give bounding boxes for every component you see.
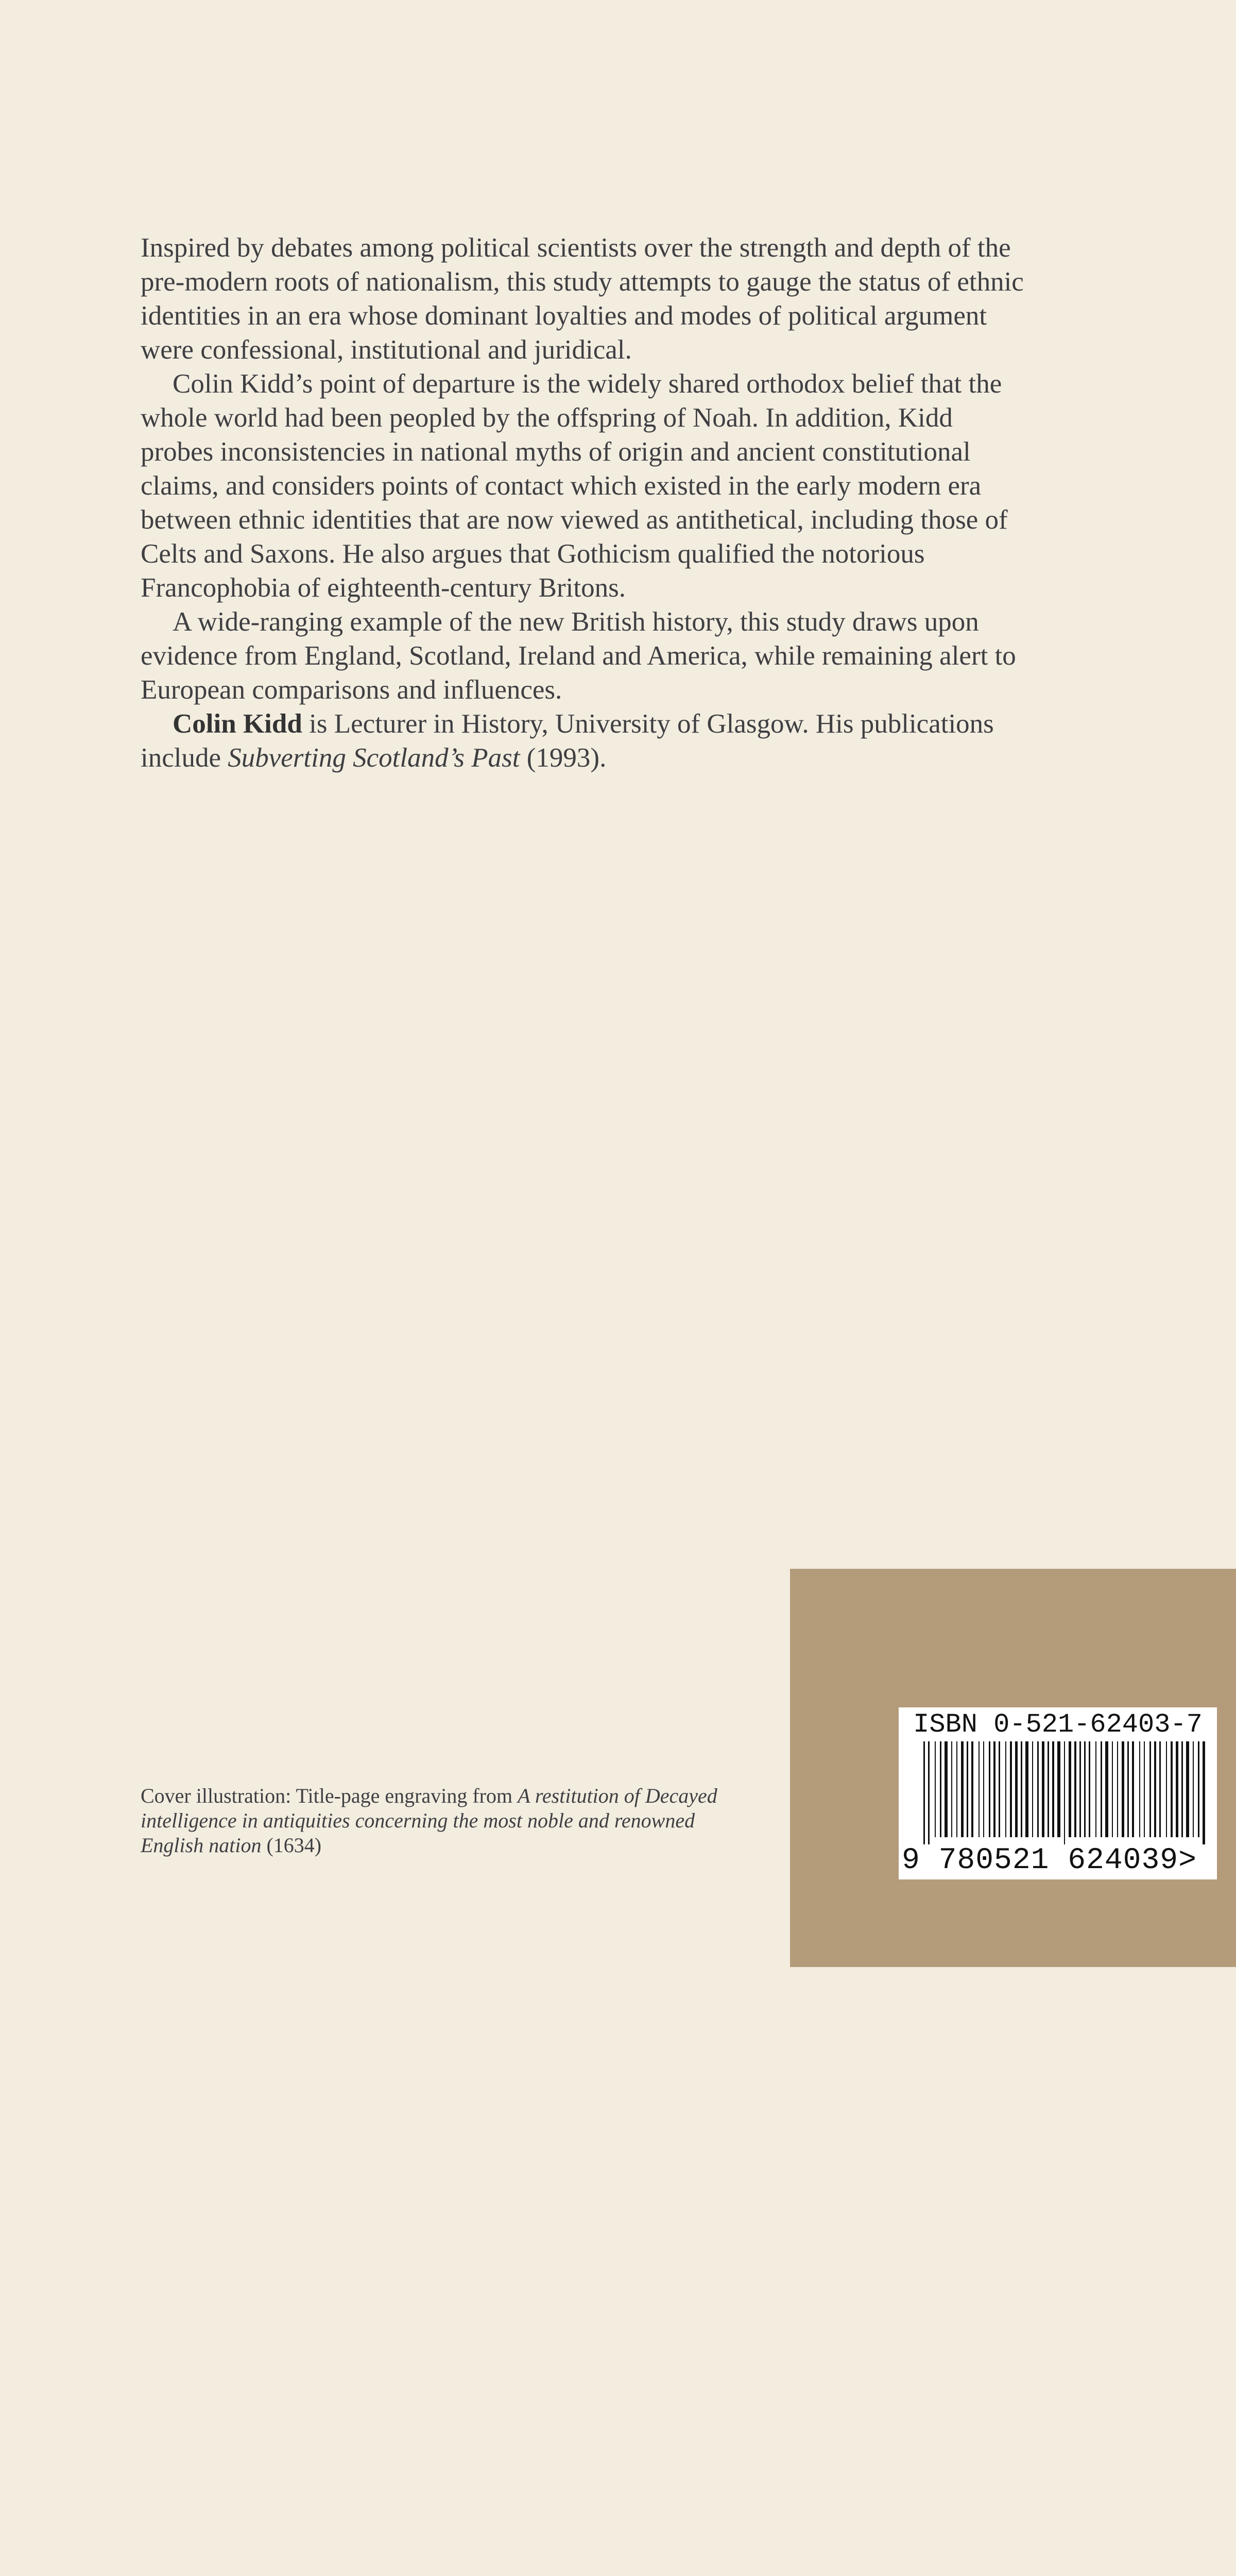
blurb-line: were confessional, institutional and juridical. bbox=[141, 335, 632, 365]
author-bio-text: include bbox=[141, 743, 228, 773]
barcode-bar bbox=[993, 1741, 995, 1837]
barcode-bar bbox=[1074, 1741, 1076, 1837]
barcode-bar bbox=[1005, 1741, 1006, 1837]
barcode-bar bbox=[1015, 1741, 1018, 1837]
ean-digits bbox=[902, 1844, 1214, 1877]
barcode-bar bbox=[1042, 1741, 1044, 1837]
barcode-bar bbox=[935, 1741, 936, 1837]
barcode-bar bbox=[1101, 1741, 1102, 1837]
blurb-line: probes inconsistencies in national myths of origin and ancient constitutional bbox=[141, 437, 971, 467]
barcode-bar bbox=[1139, 1741, 1140, 1837]
author-bio-line bbox=[141, 707, 1119, 741]
blurb-line: European comparisons and influences. bbox=[141, 675, 562, 705]
barcode-bars-icon bbox=[903, 1741, 1213, 1844]
barcode-bar bbox=[1025, 1741, 1028, 1837]
barcode-bar bbox=[1181, 1741, 1183, 1837]
barcode-bar bbox=[1166, 1741, 1167, 1837]
barcode-bar bbox=[1159, 1741, 1161, 1837]
blurb-line: Celts and Saxons. He also argues that Gothicism qualified the notorious bbox=[141, 539, 925, 569]
barcode-bar bbox=[956, 1741, 957, 1837]
blurb-line: Inspired by debates among political scientists over the strength and depth of the bbox=[141, 233, 1011, 263]
blurb-line: claims, and considers points of contact which existed in the early modern era bbox=[141, 471, 982, 501]
barcode-bar bbox=[999, 1741, 1000, 1837]
barcode-bar bbox=[971, 1741, 973, 1837]
barcode-bar bbox=[1057, 1741, 1060, 1837]
barcode-bar bbox=[1154, 1741, 1156, 1837]
barcode-bar bbox=[1064, 1741, 1065, 1844]
barcode-bar bbox=[951, 1741, 952, 1837]
barcode-bar bbox=[1112, 1741, 1113, 1837]
blurb-line: pre-modern roots of nationalism, this study attempts to gauge the status of ethnic bbox=[141, 267, 1024, 297]
caption-text: Cover illustration: Title-page engraving from bbox=[141, 1784, 518, 1807]
caption-line bbox=[141, 1808, 759, 1833]
barcode-bar bbox=[1095, 1741, 1096, 1837]
barcode-bar bbox=[1127, 1741, 1129, 1837]
caption-line bbox=[141, 1833, 759, 1858]
blurb-line: whole world had been peopled by the offspring of Noah. In addition, Kidd bbox=[141, 403, 953, 433]
barcode-bar bbox=[1117, 1741, 1118, 1837]
caption-title: English nation bbox=[141, 1834, 262, 1857]
ean-arrow: > bbox=[1178, 1844, 1197, 1877]
barcode-bar bbox=[1084, 1741, 1086, 1837]
barcode-bar bbox=[1203, 1741, 1205, 1844]
barcode-bar bbox=[1198, 1741, 1199, 1837]
barcode-bar bbox=[1037, 1741, 1039, 1837]
ean-number: 9 780521 624039 bbox=[902, 1844, 1179, 1877]
barcode-bar bbox=[923, 1741, 925, 1844]
caption-title: intelligence in antiquities concerning the most noble and renowned bbox=[141, 1809, 695, 1832]
back-cover-blurb bbox=[141, 231, 1119, 775]
barcode-bar bbox=[967, 1741, 968, 1837]
barcode-bar bbox=[928, 1741, 930, 1844]
barcode-bar bbox=[978, 1741, 980, 1837]
barcode-bar bbox=[1052, 1741, 1054, 1837]
author-bio-text: (1993). bbox=[520, 743, 607, 773]
barcode-bar bbox=[940, 1741, 941, 1837]
barcode-bar bbox=[1032, 1741, 1033, 1837]
barcode-bar bbox=[983, 1741, 984, 1837]
barcode-bar bbox=[1105, 1741, 1108, 1837]
barcode-bar bbox=[1079, 1741, 1081, 1837]
barcode-bar bbox=[1069, 1741, 1071, 1837]
barcode-bar bbox=[1122, 1741, 1124, 1837]
cover-illustration-caption bbox=[141, 1784, 759, 1858]
barcode-bar bbox=[989, 1741, 990, 1837]
caption-text: (1634) bbox=[261, 1834, 322, 1857]
barcode-bar bbox=[945, 1741, 948, 1837]
blurb-line: Francophobia of eighteenth-century Britons. bbox=[141, 573, 626, 603]
barcode-bar bbox=[1048, 1741, 1049, 1837]
barcode-box bbox=[899, 1707, 1217, 1879]
barcode-bar bbox=[1171, 1741, 1173, 1837]
caption-title: A restitution of Decayed bbox=[518, 1784, 717, 1807]
caption-line bbox=[141, 1784, 759, 1808]
blurb-line: between ethnic identities that are now viewed as antithetical, including those of bbox=[141, 505, 1008, 535]
barcode-bar bbox=[1089, 1741, 1090, 1837]
barcode-bar bbox=[1144, 1741, 1145, 1837]
barcode-bar bbox=[1010, 1741, 1012, 1837]
barcode-bar bbox=[961, 1741, 964, 1837]
barcode-bar bbox=[1021, 1741, 1022, 1837]
author-name: Colin Kidd bbox=[173, 709, 302, 739]
blurb-line: identities in an era whose dominant loyalties and modes of political argument bbox=[141, 301, 987, 331]
barcode-bar bbox=[1176, 1741, 1178, 1837]
author-book-title: Subverting Scotland’s Past bbox=[228, 743, 520, 773]
blurb-line: evidence from England, Scotland, Ireland and America, while remaining alert to bbox=[141, 641, 1016, 671]
barcode-bar bbox=[1149, 1741, 1151, 1837]
blurb-line: Colin Kidd’s point of departure is the widely shared orthodox belief that the bbox=[173, 369, 1002, 399]
barcode-bar bbox=[1132, 1741, 1134, 1837]
barcode-bar bbox=[1186, 1741, 1189, 1837]
isbn-label: ISBN 0-521-62403-7 bbox=[913, 1709, 1203, 1740]
author-bio-line bbox=[141, 741, 1119, 775]
author-bio-text: is Lecturer in History, University of Glasgow. His publications bbox=[302, 709, 994, 739]
blurb-line: A wide-ranging example of the new British history, this study draws upon bbox=[173, 607, 979, 637]
barcode-bar bbox=[1193, 1741, 1194, 1837]
